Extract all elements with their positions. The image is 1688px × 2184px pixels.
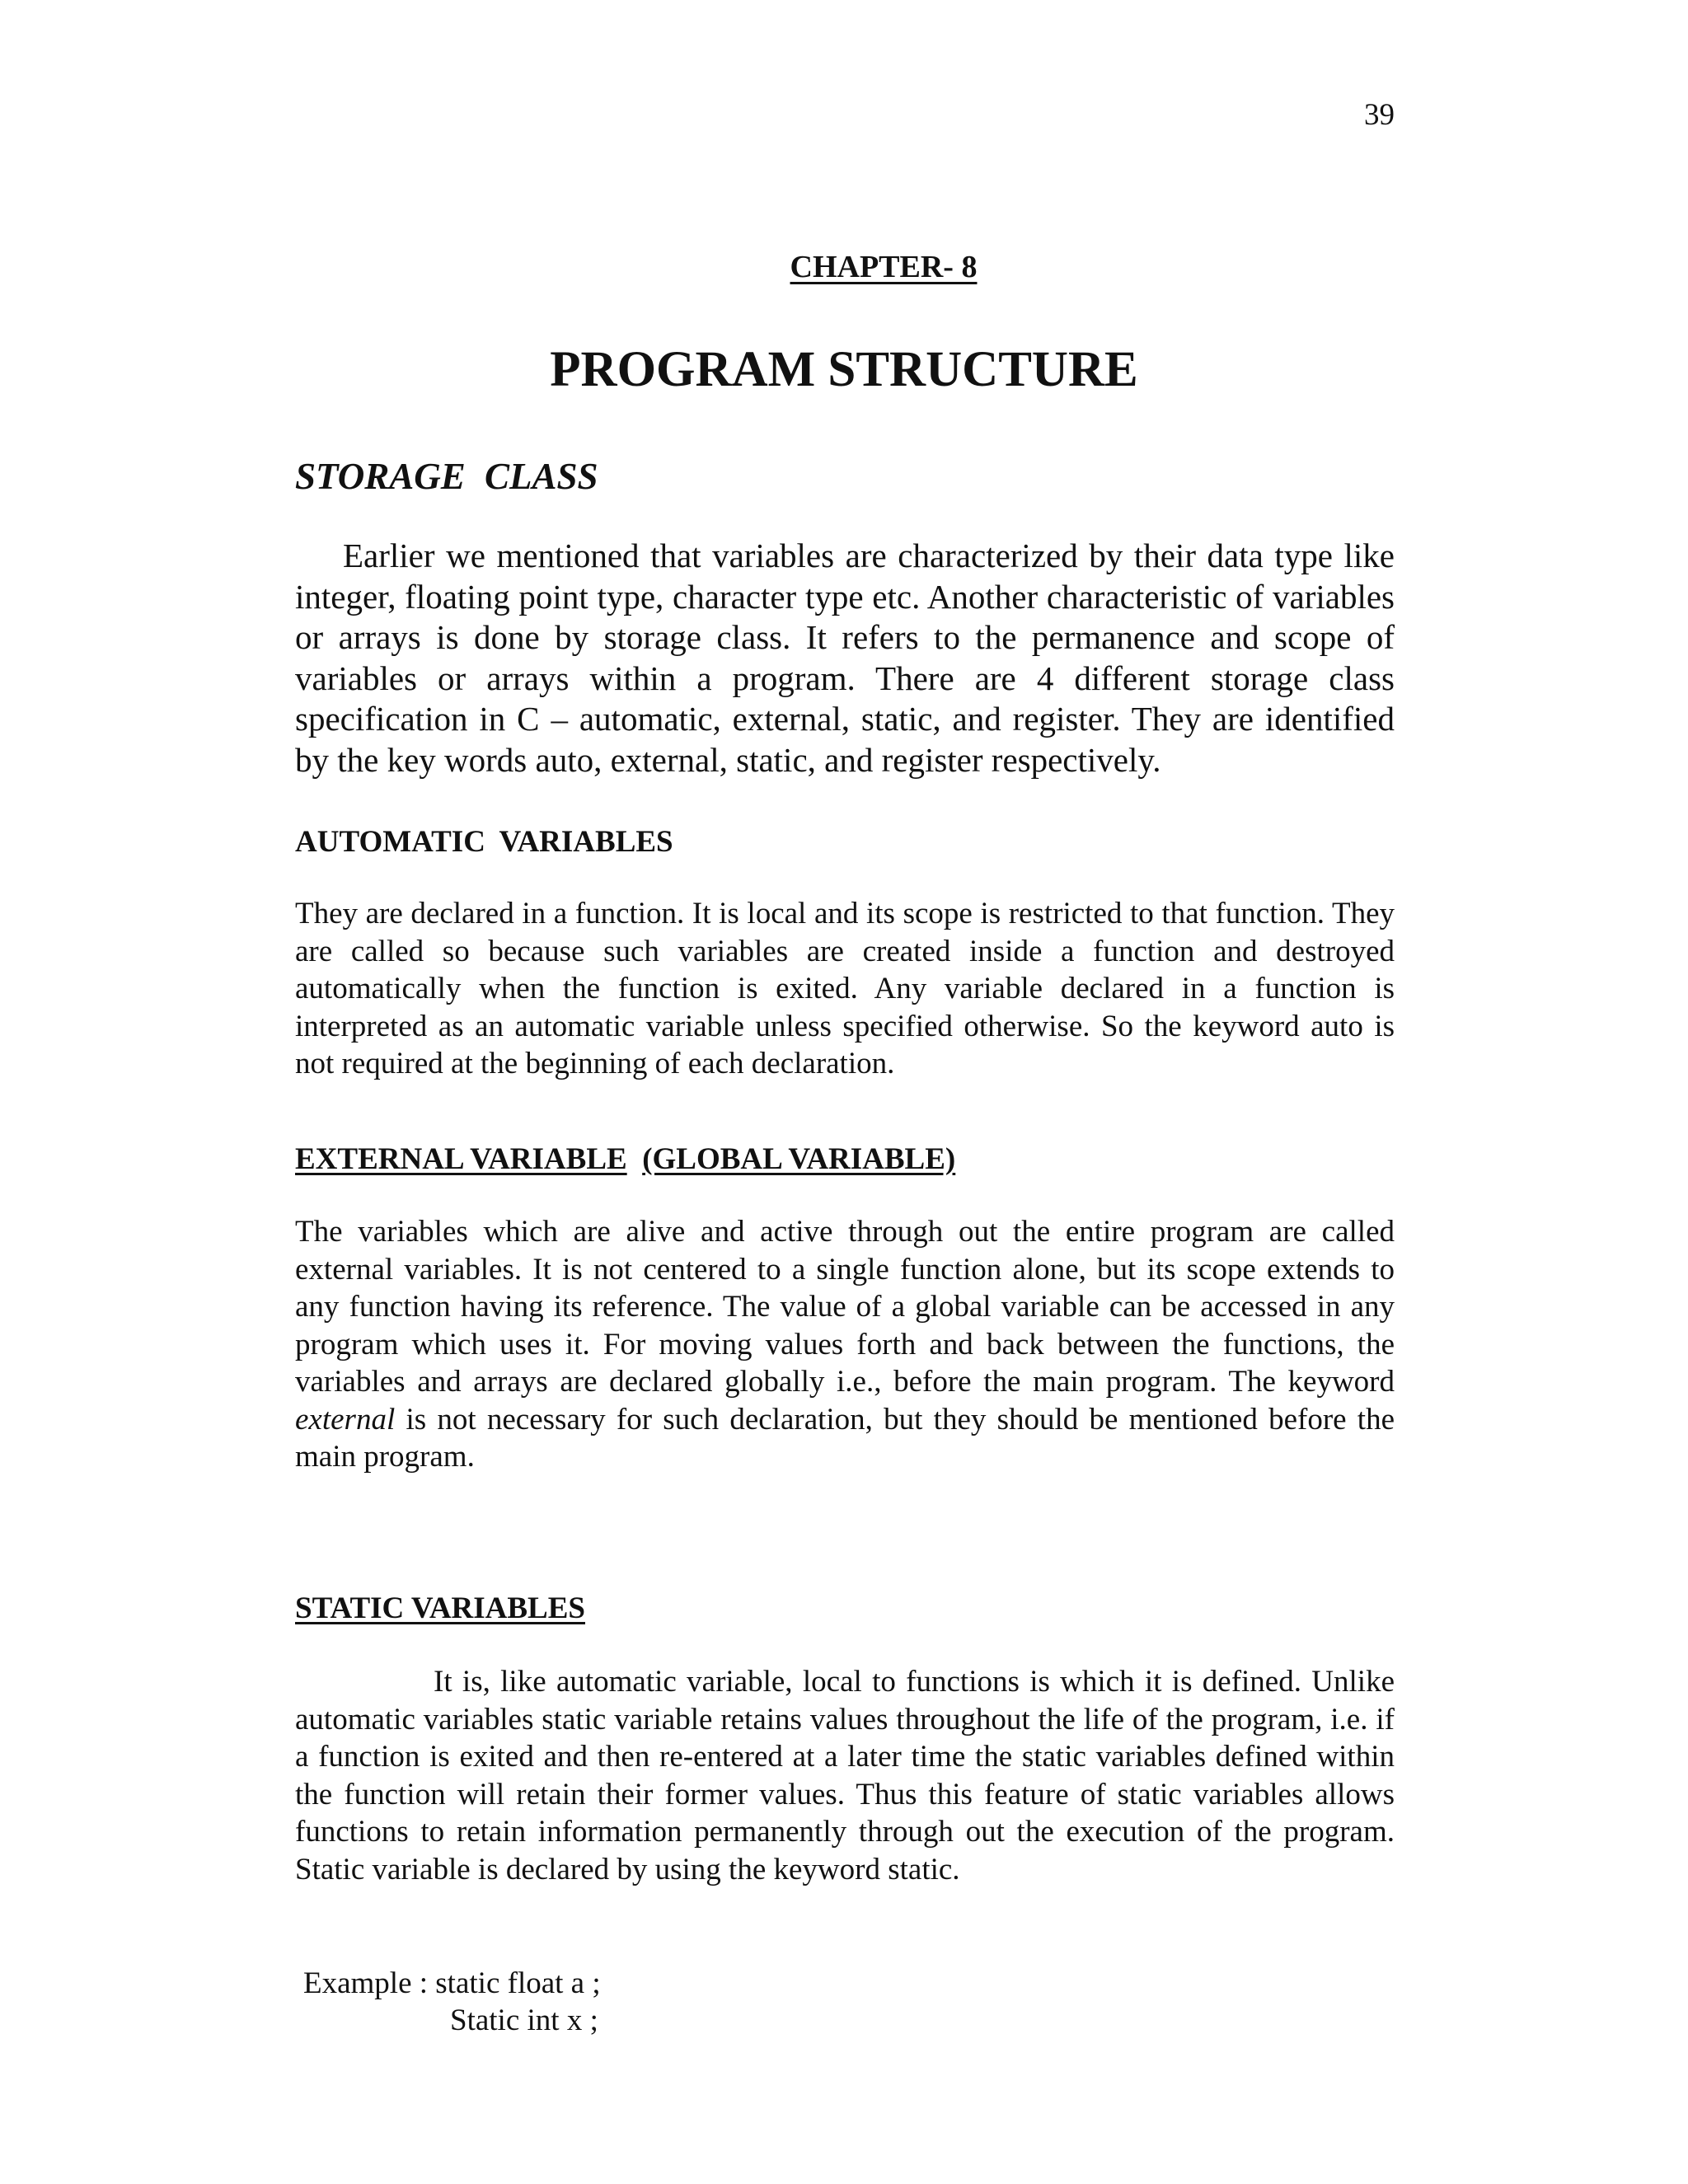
external-variable-paragraph [295,1213,1395,1476]
chapter-label: CHAPTER- 8 [790,250,978,284]
static-variables-paragraph: It is, like automatic variable, local to functions is which it is defined. Unlike automatic variables static variable retains values throughout the life of the program, i.e. if a function is exited and then re-entered at a later time the static variables defined within the function will retain their former values. Thus this feature of static variables allows functions to retain information permanently through out the execution of the program. Static variable is declared by using the keyword static. [295,1665,1395,1886]
external-variable-heading-part2: (GLOBAL VARIABLE) [642,1142,956,1176]
automatic-variables-heading: AUTOMATIC VARIABLES [295,825,673,859]
external-variable-heading [295,1141,955,1177]
external-variable-heading-part1: EXTERNAL VARIABLE [295,1142,627,1176]
static-variables-heading: STATIC VARIABLES [295,1591,585,1625]
page-number: 39 [1364,98,1395,132]
external-paragraph-text-1: The variables which are alive and active through out the entire program are called external variables. It is not centered to a single function alone, but its scope extends to any function having its reference. The value of a global variable can be accessed in any program which uses it. For moving values forth and back between the functions, the variables and arrays are declared globally i.e., before the main program. The keyword [295,1215,1395,1399]
storage-class-heading: STORAGE CLASS [295,456,598,497]
example-line-1: Example : static float a ; [303,1966,601,2000]
storage-class-paragraph: Earlier we mentioned that variables are characterized by their data type like integer, floating point type, character type etc. Another characteristic of variables or arrays is done by storage class. It refers to the permanence and scope of variables or arrays within a program. There are 4 different storage class specification in C – automatic, external, static, and register. They are identified by the key words auto, external, static, and register respectively. [295,537,1395,779]
example-line-2: Static int x ; [450,2004,598,2037]
external-paragraph-text-2: is not necessary for such declaration, but they should be mentioned before the main program. [295,1402,1395,1474]
chapter-title: PROGRAM STRUCTURE [550,342,1138,397]
external-keyword: external [295,1402,396,1436]
automatic-variables-paragraph: They are declared in a function. It is local and its scope is restricted to that function. They are called so because such variables are created inside a function and destroyed automatically when the function is exited. Any variable declared in a function is interpreted as an automatic variable unless specified otherwise. So the keyword auto is not required at the beginning of each declaration. [295,897,1395,1080]
